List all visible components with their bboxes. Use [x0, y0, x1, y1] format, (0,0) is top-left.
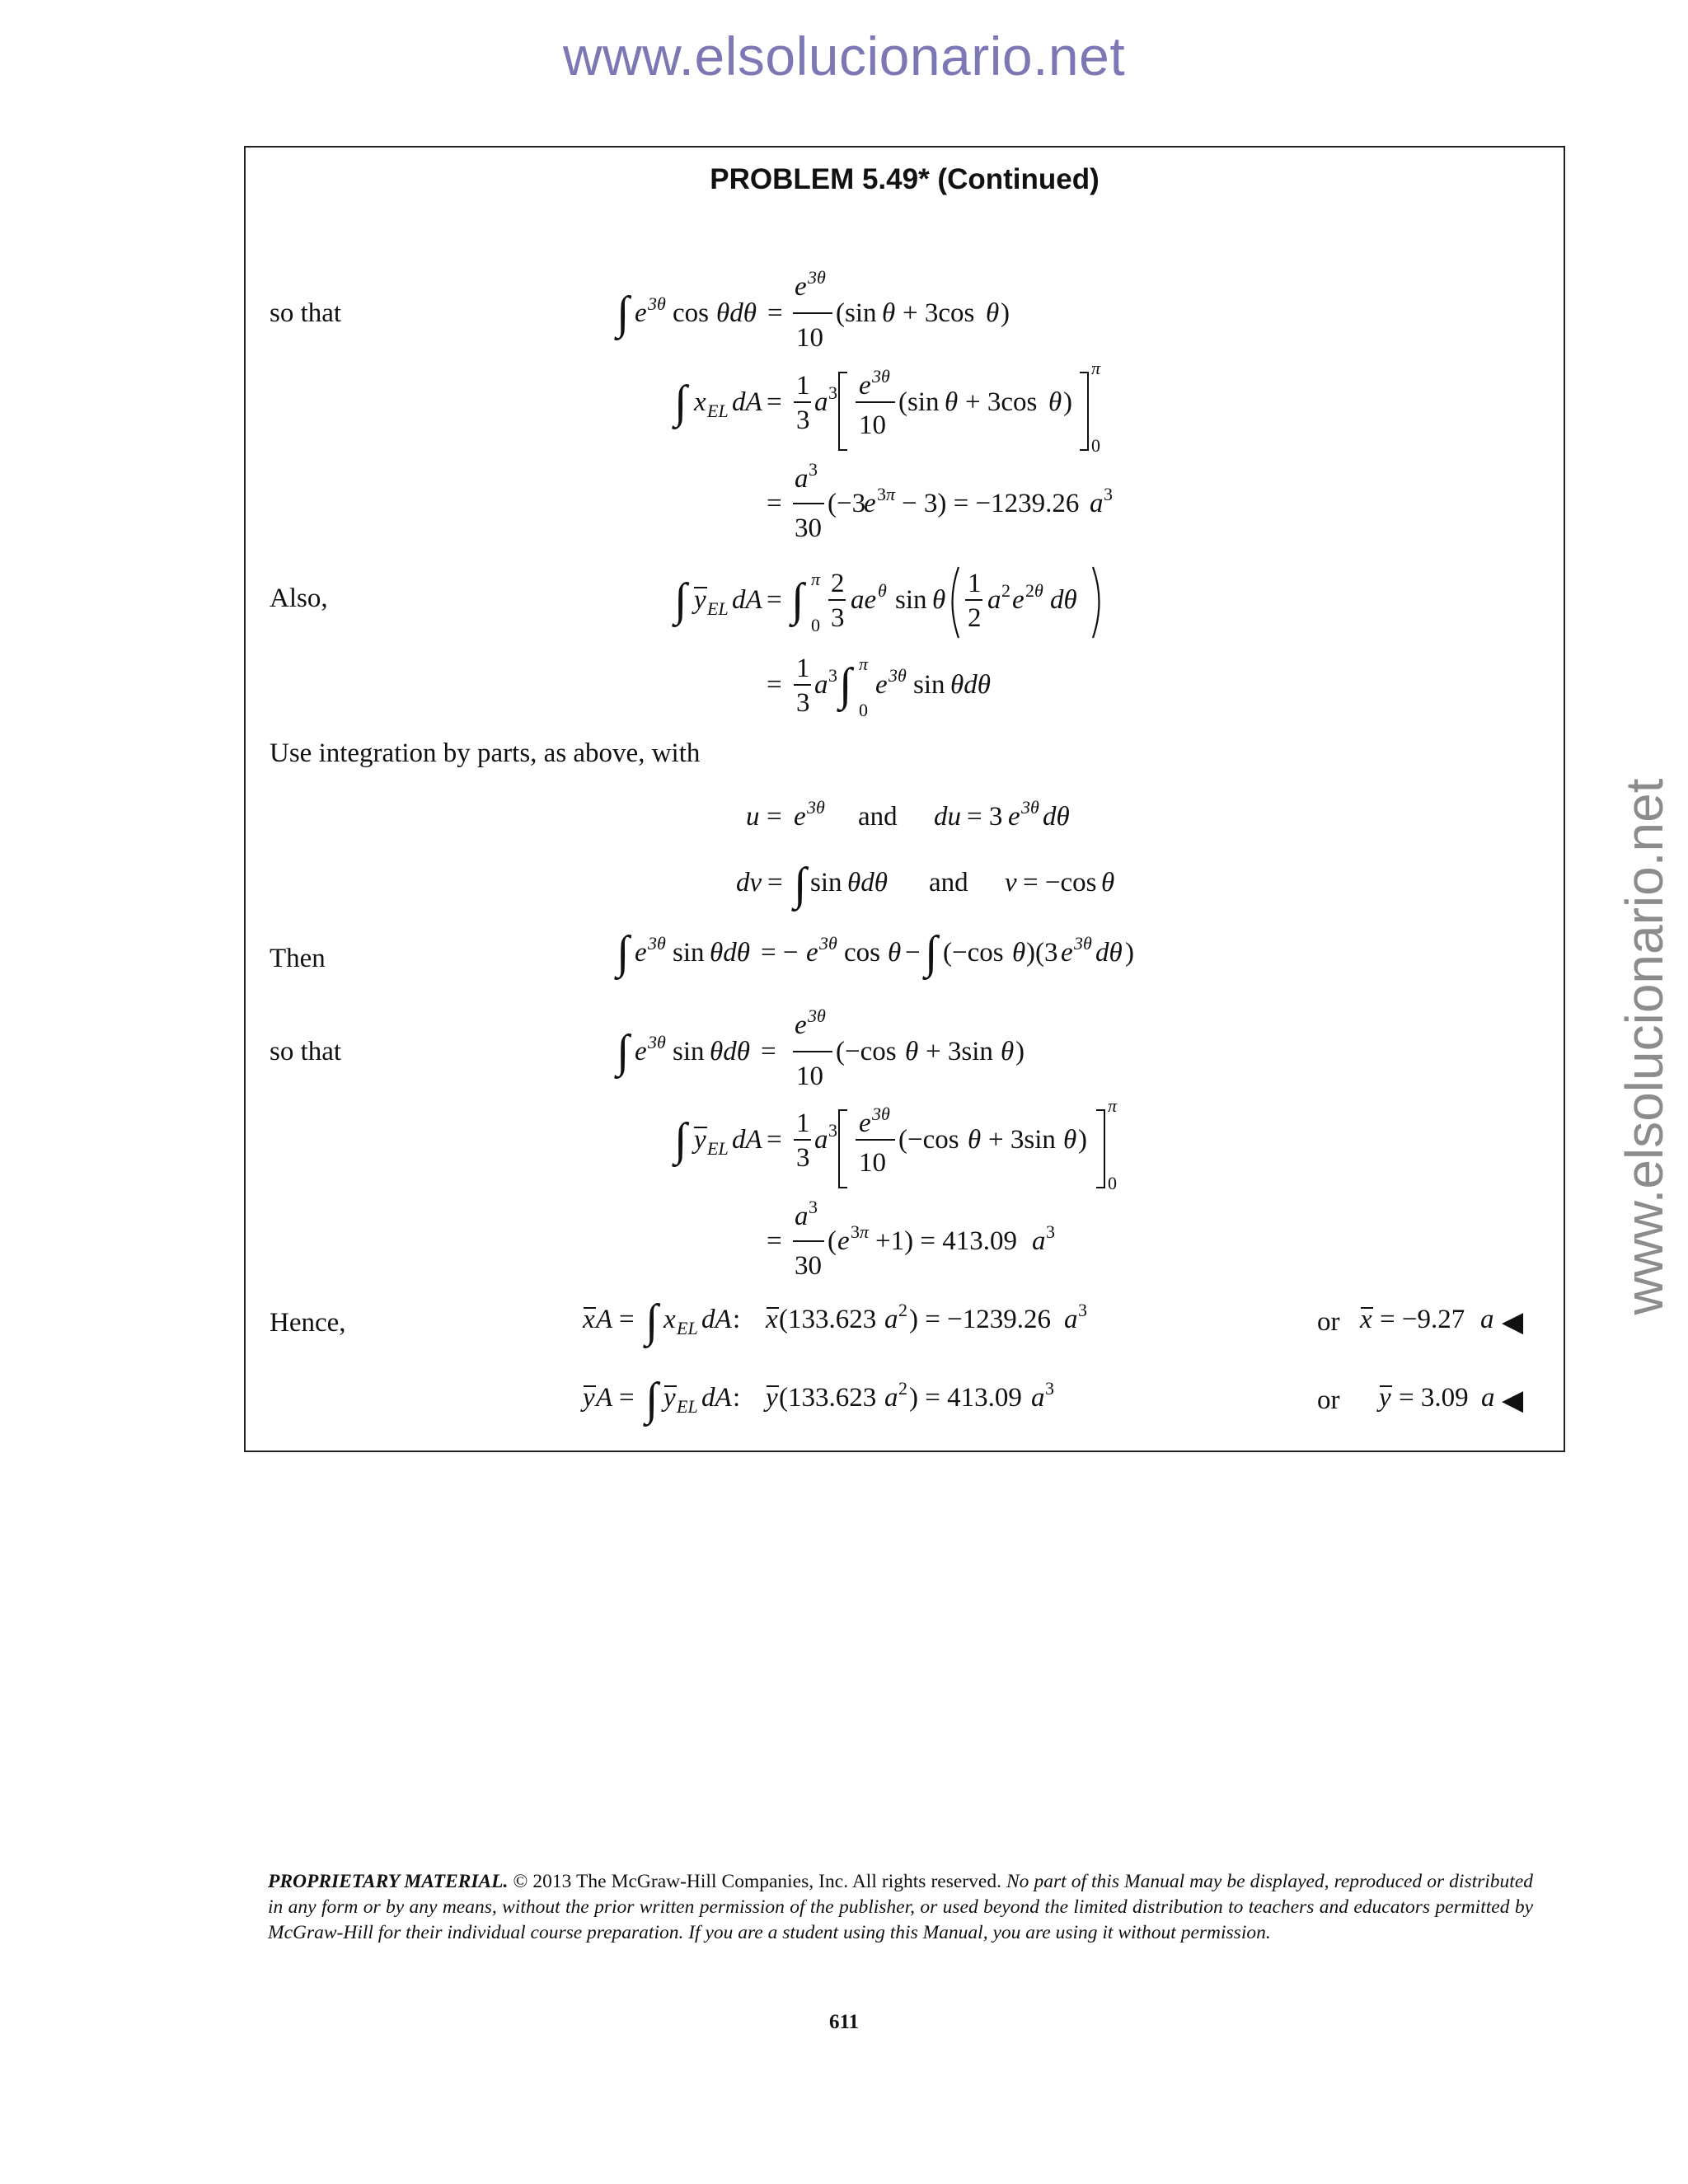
svg-text:u: u	[746, 802, 760, 832]
svg-text:sin: sin	[673, 1037, 705, 1066]
svg-text:x: x	[1360, 1305, 1372, 1334]
svg-text:y: y	[694, 1125, 706, 1155]
svg-text:cos: cos	[844, 938, 880, 968]
svg-text:(sin: (sin	[836, 298, 877, 328]
svg-text:sin: sin	[895, 585, 927, 615]
and-word-1: and	[858, 802, 898, 832]
svg-text:− 3) = −1239.26: − 3) = −1239.26	[902, 489, 1080, 518]
svg-text:2: 2	[831, 569, 845, 598]
svg-text:dA: dA	[732, 585, 762, 615]
footer-copyright: © 2013 The McGraw-Hill Companies, Inc. All rights reserved.	[513, 1871, 1001, 1892]
svg-text:2: 2	[898, 1378, 907, 1399]
svg-text:1: 1	[796, 1108, 810, 1138]
svg-text:dA: dA	[732, 387, 762, 417]
svg-text:e: e	[635, 298, 647, 328]
svg-text:θ: θ	[932, 585, 946, 615]
footer-text: No part of this Manual may be displayed, reproduced or distributed in any form or by any means, without the prior written permission of the publisher, or used beyond the limited distribution to teachers and educators permitted by McGraw-Hill for their individual course preparation. If you are a student using this Manual, you are using it without permission.	[268, 1871, 1534, 1943]
equation-y-el-result	[767, 1197, 1080, 1286]
svg-text:∫: ∫	[645, 1374, 659, 1425]
svg-text:cos: cos	[673, 298, 709, 328]
equation-y-el-integral	[674, 560, 1119, 651]
svg-text:y: y	[583, 1383, 595, 1413]
svg-text:y: y	[694, 585, 706, 615]
svg-text:a: a	[814, 670, 828, 700]
svg-text:e: e	[806, 938, 818, 968]
svg-text:x: x	[694, 387, 706, 417]
svg-text:θ: θ	[1048, 387, 1062, 417]
svg-text:θ: θ	[1012, 938, 1026, 968]
svg-text:EL: EL	[707, 598, 729, 619]
equation-x-el-result	[767, 459, 1129, 548]
footer-lead: PROPRIETARY MATERIAL.	[268, 1871, 509, 1892]
svg-text:10: 10	[796, 1062, 823, 1091]
svg-text:e: e	[1008, 802, 1020, 832]
svg-text:30: 30	[795, 513, 822, 543]
svg-text:a: a	[1032, 1226, 1046, 1256]
svg-text:0: 0	[811, 615, 820, 635]
svg-text:a: a	[1481, 1383, 1495, 1413]
svg-text:3θ: 3θ	[1074, 933, 1092, 954]
svg-text:∫: ∫	[674, 1114, 687, 1165]
answer-x-bar	[1360, 1290, 1508, 1339]
svg-text:∫: ∫	[617, 288, 630, 339]
and-word-2: and	[929, 868, 968, 898]
equation-x-el-integral	[674, 358, 1119, 462]
svg-text:dA: dA	[701, 1305, 732, 1334]
svg-text:e: e	[795, 272, 807, 302]
svg-text:−: −	[905, 938, 921, 968]
svg-text:+ 3sin: + 3sin	[988, 1125, 1056, 1155]
svg-text:3: 3	[831, 603, 845, 633]
svg-text:3: 3	[1046, 1221, 1055, 1242]
svg-text:3: 3	[877, 484, 886, 504]
svg-text:y: y	[1379, 1383, 1391, 1413]
svg-text:e: e	[837, 1226, 850, 1256]
svg-text:3: 3	[1045, 1378, 1054, 1399]
svg-text:+1) = 413.09: +1) = 413.09	[875, 1226, 1017, 1256]
svg-text:dA: dA	[732, 1125, 762, 1155]
svg-text:3: 3	[796, 1143, 810, 1173]
svg-text:a: a	[814, 387, 828, 417]
svg-text:e: e	[1012, 585, 1025, 615]
svg-text:=: =	[767, 1125, 782, 1155]
svg-text:) = −1239.26: ) = −1239.26	[909, 1305, 1051, 1334]
svg-text:π: π	[860, 1221, 870, 1242]
svg-text:3: 3	[796, 688, 810, 718]
svg-text:dA: dA	[701, 1383, 732, 1413]
svg-text:=: =	[767, 868, 783, 898]
svg-text:∫: ∫	[645, 1296, 659, 1347]
svg-text:(−cos: (−cos	[898, 1125, 959, 1155]
svg-text:θ: θ	[888, 938, 902, 968]
watermark-top: www.elsolucionario.net	[562, 26, 1126, 87]
svg-text:a: a	[884, 1383, 898, 1413]
svg-text:a: a	[795, 464, 809, 494]
svg-text:3θ: 3θ	[808, 267, 826, 288]
svg-text:ae: ae	[851, 585, 877, 615]
svg-text:1: 1	[796, 371, 810, 401]
svg-text:): )	[1078, 1125, 1087, 1155]
svg-text:θdθ: θdθ	[710, 938, 750, 968]
svg-text:∫: ∫	[925, 927, 938, 978]
svg-text:3θ: 3θ	[648, 933, 666, 954]
svg-text:3θ: 3θ	[872, 1104, 890, 1124]
svg-text:a: a	[1064, 1305, 1078, 1334]
svg-text:): )	[1125, 938, 1134, 968]
svg-text:= −cos: = −cos	[1023, 868, 1097, 898]
svg-text:x: x	[663, 1305, 676, 1334]
svg-text:a: a	[884, 1305, 898, 1334]
answer-or-y: or	[1317, 1385, 1340, 1415]
svg-text:sin: sin	[913, 670, 945, 700]
svg-text:π: π	[1091, 358, 1101, 378]
equation-y-el-simplified	[767, 647, 1030, 729]
svg-text:e: e	[859, 1108, 871, 1138]
svg-text:EL: EL	[677, 1318, 698, 1338]
svg-text:): )	[1015, 1037, 1025, 1066]
svg-text:a: a	[987, 585, 1001, 615]
svg-text:=: =	[767, 387, 782, 417]
svg-text:3: 3	[796, 405, 810, 435]
svg-text:dv: dv	[736, 868, 762, 898]
svg-text:sin: sin	[810, 868, 842, 898]
label-also: Also,	[270, 583, 328, 613]
svg-text:3: 3	[828, 382, 837, 403]
svg-text:θ: θ	[878, 580, 887, 601]
svg-text:θdθ: θdθ	[950, 670, 991, 700]
equation-y-el-bracket	[674, 1095, 1136, 1199]
svg-text:θ: θ	[882, 298, 896, 328]
svg-text:e: e	[864, 489, 876, 518]
answer-marker-y: ◀	[1502, 1385, 1524, 1416]
svg-text:θ: θ	[986, 298, 1000, 328]
svg-text:∫: ∫	[839, 659, 852, 710]
svg-text:x: x	[583, 1305, 595, 1334]
svg-text:3: 3	[1078, 1300, 1087, 1320]
svg-text:e: e	[859, 371, 871, 401]
svg-text:3: 3	[828, 1120, 837, 1141]
svg-text:0: 0	[859, 700, 868, 720]
svg-text:e: e	[635, 1037, 647, 1066]
svg-text:θdθ: θdθ	[716, 298, 757, 328]
equation-x-bar-area	[583, 1290, 1110, 1356]
svg-text:3: 3	[809, 459, 818, 480]
svg-text:+ 3cos: + 3cos	[965, 387, 1038, 417]
svg-text:e: e	[794, 802, 806, 832]
svg-text:3: 3	[851, 1221, 860, 1242]
svg-text:a: a	[795, 1202, 809, 1231]
svg-text:a: a	[1031, 1383, 1045, 1413]
footer-notice	[268, 1869, 1533, 1946]
svg-text:=: =	[619, 1383, 635, 1413]
svg-text:a: a	[814, 1125, 828, 1155]
svg-text:e: e	[635, 938, 647, 968]
equation-y-bar-area	[583, 1368, 1077, 1434]
svg-text:3θ: 3θ	[807, 797, 825, 818]
answer-y-bar	[1379, 1368, 1511, 1418]
equation-u-du	[746, 787, 1092, 837]
svg-text:10: 10	[796, 323, 823, 353]
svg-text:=: =	[767, 1226, 782, 1256]
svg-text:∫: ∫	[674, 377, 687, 428]
svg-text:+ 3sin: + 3sin	[926, 1037, 993, 1066]
svg-text:(−cos: (−cos	[943, 938, 1004, 968]
svg-text:du: du	[934, 802, 961, 832]
svg-text:θdθ: θdθ	[710, 1037, 750, 1066]
svg-text:θ: θ	[1101, 868, 1115, 898]
svg-text:(: (	[828, 1226, 837, 1256]
svg-text:3θ: 3θ	[872, 366, 890, 387]
svg-text:3θ: 3θ	[648, 293, 666, 314]
svg-text:0: 0	[1108, 1173, 1117, 1193]
svg-text:a: a	[1480, 1305, 1494, 1334]
svg-text:y: y	[766, 1383, 778, 1413]
svg-text:A: A	[596, 1383, 613, 1413]
svg-text:=: =	[767, 670, 782, 700]
svg-text:e: e	[795, 1010, 807, 1040]
svg-text::: :	[733, 1305, 741, 1334]
equation-integral-sin-result	[617, 1005, 1062, 1094]
answer-marker-x: ◀	[1502, 1307, 1524, 1338]
svg-text:dθ: dθ	[1095, 938, 1123, 968]
svg-text:(−3: (−3	[828, 489, 866, 518]
page-number: 611	[828, 2011, 860, 2033]
svg-text:10: 10	[859, 410, 886, 440]
svg-text:)(3: )(3	[1026, 938, 1058, 968]
label-so-that-1: so that	[270, 298, 342, 328]
svg-text:dθ: dθ	[1043, 802, 1070, 832]
svg-text:θ: θ	[1063, 1125, 1077, 1155]
svg-text:θ: θ	[945, 387, 959, 417]
svg-text:30: 30	[795, 1251, 822, 1281]
svg-text:π: π	[1108, 1095, 1118, 1116]
svg-text:θ: θ	[905, 1037, 919, 1066]
svg-text:1: 1	[968, 569, 982, 598]
svg-text:) = 413.09: ) = 413.09	[909, 1383, 1022, 1413]
svg-text:v: v	[1005, 868, 1017, 898]
svg-text:e: e	[1061, 938, 1073, 968]
svg-text:(−cos: (−cos	[836, 1037, 897, 1066]
svg-text:0: 0	[1091, 435, 1100, 456]
svg-text:): )	[1001, 298, 1010, 328]
svg-text:EL: EL	[707, 1138, 729, 1159]
svg-text:EL: EL	[707, 401, 729, 421]
svg-text:= −9.27: = −9.27	[1380, 1305, 1465, 1334]
svg-text:θdθ: θdθ	[847, 868, 888, 898]
svg-text:∫: ∫	[617, 927, 630, 978]
svg-text:∫: ∫	[674, 574, 687, 626]
svg-text:=: =	[767, 489, 782, 518]
svg-text:π: π	[859, 654, 869, 674]
label-use-parts: Use integration by parts, as above, with	[270, 738, 701, 768]
svg-text:3θ: 3θ	[819, 933, 837, 954]
svg-text:x: x	[766, 1305, 778, 1334]
svg-text:∫: ∫	[791, 574, 804, 626]
svg-text:2: 2	[1001, 580, 1010, 601]
svg-text:dθ: dθ	[1050, 585, 1077, 615]
label-so-that-2: so that	[270, 1037, 342, 1066]
svg-text:EL: EL	[677, 1396, 698, 1417]
watermark-side: www.elsolucionario.net	[1615, 778, 1674, 1315]
svg-text:3θ: 3θ	[808, 1005, 826, 1026]
svg-text:1: 1	[796, 654, 810, 683]
svg-text:2: 2	[1025, 580, 1034, 601]
svg-text:3: 3	[1104, 484, 1113, 504]
svg-text:3θ: 3θ	[648, 1032, 666, 1052]
svg-text:3: 3	[809, 1197, 818, 1217]
svg-text:=: =	[619, 1305, 635, 1334]
svg-text:(133.623: (133.623	[779, 1305, 877, 1334]
svg-text:+ 3cos: + 3cos	[903, 298, 975, 328]
svg-text:θ: θ	[968, 1125, 982, 1155]
svg-text:= 3.09: = 3.09	[1399, 1383, 1469, 1413]
equation-dv-v	[736, 853, 1132, 919]
svg-text:2: 2	[968, 603, 982, 633]
svg-text:θ: θ	[1001, 1037, 1015, 1066]
svg-text:∫: ∫	[794, 859, 807, 910]
svg-text:(sin: (sin	[898, 387, 940, 417]
problem-title: PROBLEM 5.49* (Continued)	[710, 163, 1100, 195]
svg-text:=: =	[767, 802, 782, 832]
svg-text:): )	[1063, 387, 1072, 417]
svg-text:3θ: 3θ	[889, 665, 907, 686]
svg-text:2: 2	[898, 1300, 907, 1320]
svg-text:sin: sin	[673, 938, 705, 968]
svg-text:10: 10	[859, 1148, 886, 1178]
answer-or-x: or	[1317, 1307, 1340, 1337]
svg-text:=: =	[767, 298, 783, 328]
svg-text:= −: = −	[761, 938, 799, 968]
svg-text:a: a	[1090, 489, 1104, 518]
svg-text:= 3: = 3	[967, 802, 1003, 832]
equation-integral-cos	[617, 267, 1045, 356]
svg-text:3: 3	[828, 665, 837, 686]
equation-parts-sin	[617, 921, 1160, 987]
svg-text:π: π	[886, 484, 896, 504]
svg-text:e: e	[875, 670, 888, 700]
label-hence: Hence,	[270, 1308, 346, 1338]
label-then: Then	[270, 944, 326, 973]
svg-text:=: =	[761, 1037, 776, 1066]
svg-text:=: =	[767, 585, 782, 615]
svg-text::: :	[733, 1383, 741, 1413]
svg-text:(133.623: (133.623	[779, 1383, 877, 1413]
svg-text:θ: θ	[1034, 580, 1043, 601]
svg-text:∫: ∫	[617, 1026, 630, 1077]
svg-text:3θ: 3θ	[1021, 797, 1039, 818]
svg-text:π: π	[811, 569, 821, 589]
svg-text:y: y	[663, 1383, 676, 1413]
svg-text:A: A	[596, 1305, 613, 1334]
